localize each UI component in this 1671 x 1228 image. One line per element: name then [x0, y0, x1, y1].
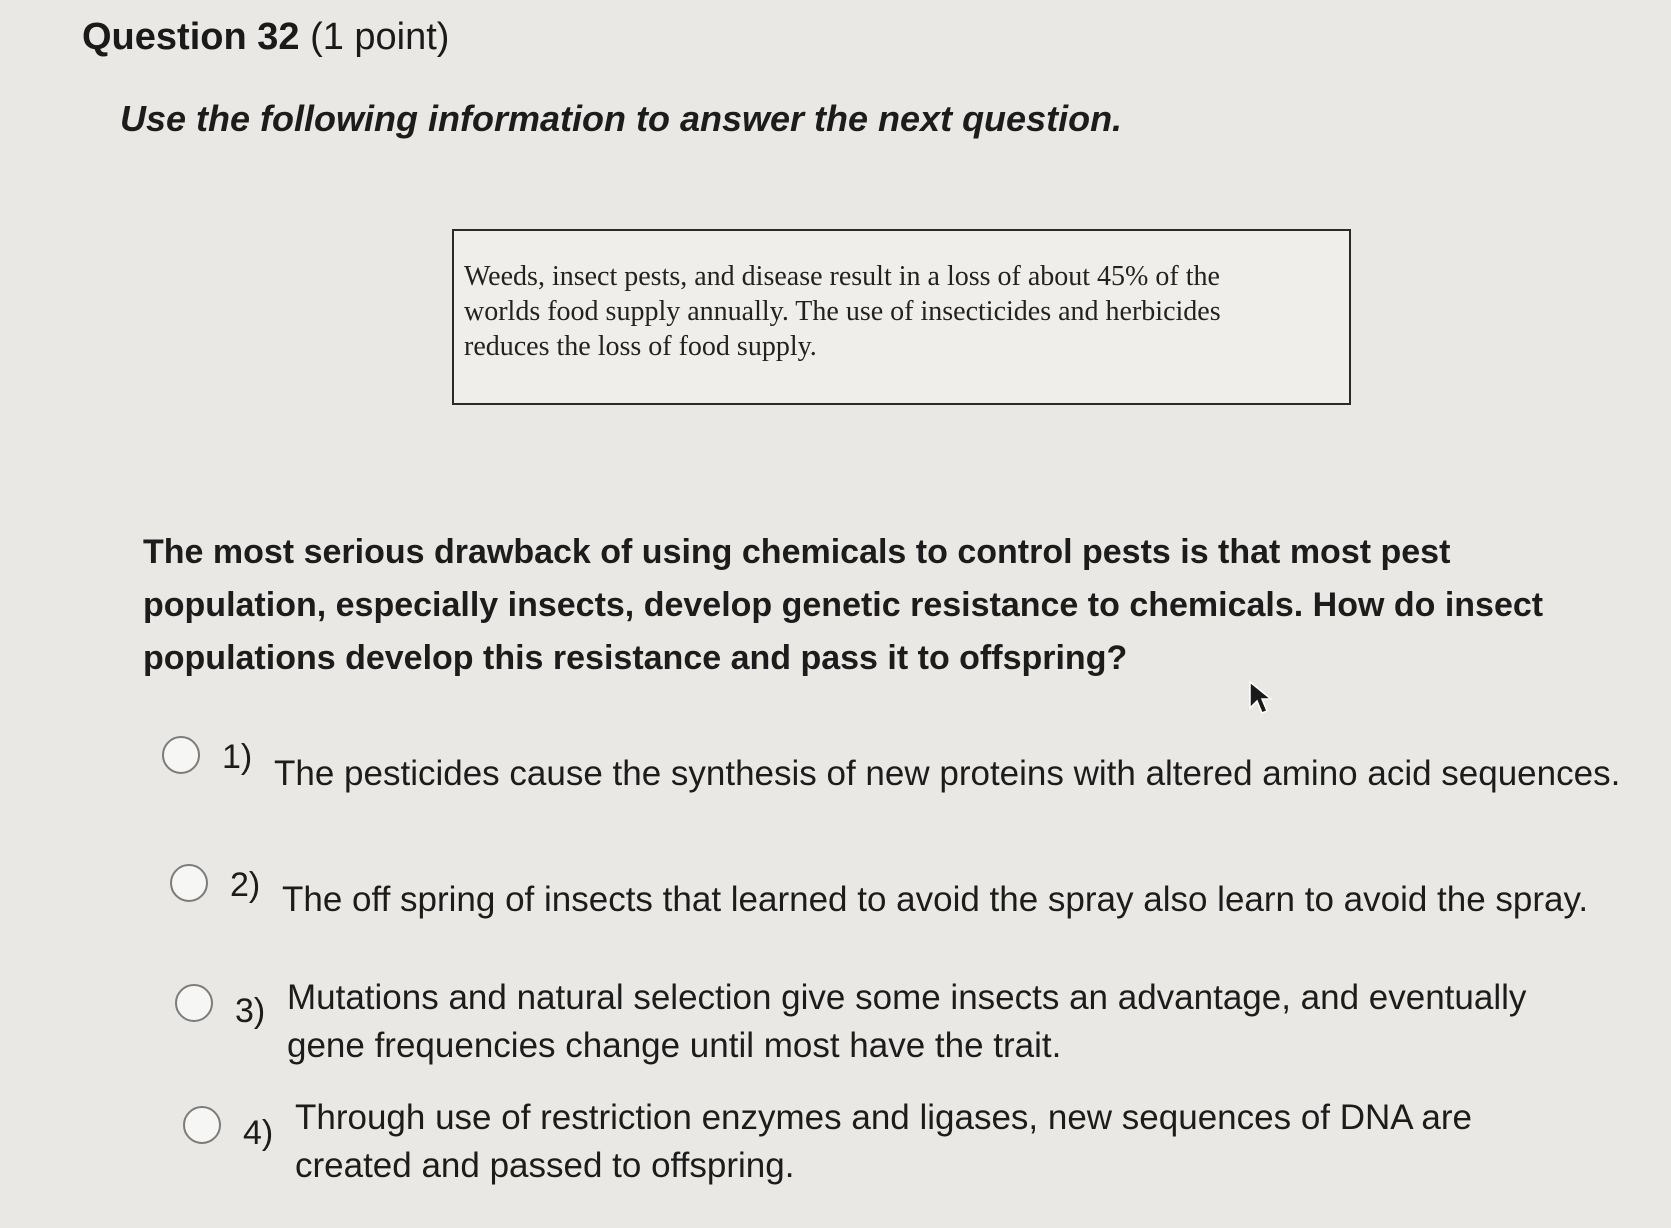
radio-button-option-1[interactable]	[162, 736, 200, 774]
option-text[interactable]: The pesticides cause the synthesis of new proteins with altered amino acid sequences.	[274, 754, 1621, 793]
answer-option-3[interactable]	[175, 978, 1655, 1070]
mouse-pointer-icon	[1248, 680, 1274, 716]
answer-option-4[interactable]	[183, 1098, 1653, 1190]
question-points: (1 point)	[310, 16, 450, 58]
question-header	[82, 16, 449, 59]
option-number: 3)	[235, 992, 266, 1030]
info-box-text: Weeds, insect pests, and disease result in a loss of about 45% of the worlds food supply annually. The use of insecticides and herbicides reduces the loss of food supply.	[464, 261, 1221, 362]
option-text[interactable]: Mutations and natural selection give some insects an advantage, and eventually gene frequencies change until most have the trait.	[287, 978, 1527, 1065]
radio-button-option-2[interactable]	[170, 864, 208, 902]
option-text[interactable]: The off spring of insects that learned to avoid the spray also learn to avoid the spray.	[282, 880, 1589, 919]
radio-button-option-4[interactable]	[183, 1106, 221, 1144]
info-box	[452, 229, 1351, 405]
question-number: Question 32	[82, 16, 300, 58]
option-number: 1)	[222, 738, 253, 776]
instruction-text: Use the following information to answer the next question.	[120, 98, 1123, 139]
radio-button-option-3[interactable]	[175, 984, 213, 1022]
answer-option-1[interactable]	[162, 736, 1652, 798]
question-stem: The most serious drawback of using chemicals to control pests is that most pest population, especially insects, develop genetic resistance to chemicals. How do insect populations develop this resistance and pass it to offspring?	[143, 533, 1544, 677]
option-number: 2)	[230, 866, 261, 904]
option-number: 4)	[243, 1114, 274, 1152]
option-text[interactable]: Through use of restriction enzymes and ligases, new sequences of DNA are created and passed to offspring.	[295, 1098, 1473, 1185]
answer-option-2[interactable]	[170, 864, 1650, 924]
